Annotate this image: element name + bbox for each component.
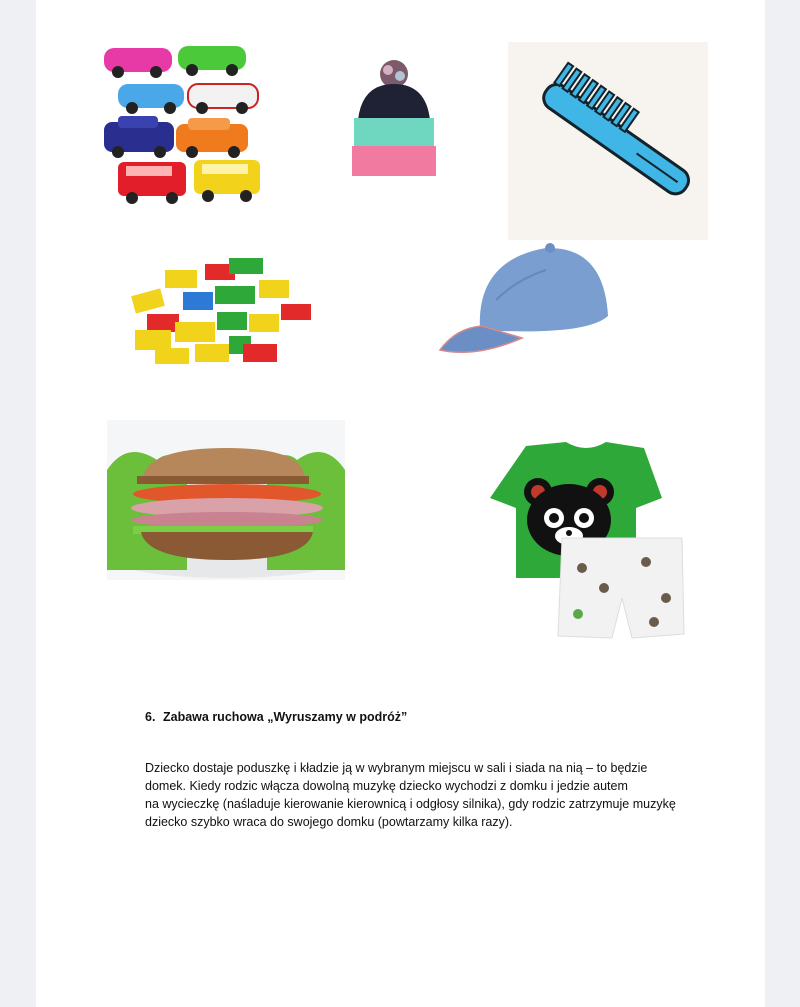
car-navy — [104, 116, 174, 158]
paragraph-line: na wycieczkę (naśladuje kierowanie kierownicą i odgłosy silnika), gdy rodzic zatrzymuje muzykę — [145, 797, 676, 811]
car-red — [118, 162, 186, 204]
sandwich-image — [107, 420, 345, 580]
car-blue — [118, 84, 184, 114]
comb-image — [508, 42, 708, 240]
building-blocks-image — [125, 252, 315, 370]
section-heading — [145, 710, 407, 724]
section-title: Zabawa ruchowa „Wyruszamy w podróż” — [163, 710, 408, 724]
car-green — [178, 46, 246, 76]
paragraph-line: dziecko szybko wraca do swojego domku (powtarzamy kilka razy). — [145, 815, 513, 829]
car-white — [188, 84, 258, 114]
winter-hat-image — [344, 50, 444, 190]
kids-outfit-image — [486, 438, 686, 648]
car-yellow — [194, 160, 260, 202]
paragraph-line: Dziecko dostaje poduszkę i kładzie ją w wybranym miejscu w sali i siada na nią – to będzie — [145, 761, 648, 775]
paragraph-line: domek. Kiedy rodzic włącza dowolną muzykę dziecko wychodzi z domku i jedzie autem — [145, 779, 628, 793]
instructions-paragraph — [145, 759, 675, 831]
section-number: 6. — [145, 710, 156, 724]
baseball-cap-image — [436, 240, 612, 364]
car-pink — [104, 48, 172, 78]
car-orange — [176, 118, 248, 158]
toy-cars-image — [100, 40, 262, 210]
